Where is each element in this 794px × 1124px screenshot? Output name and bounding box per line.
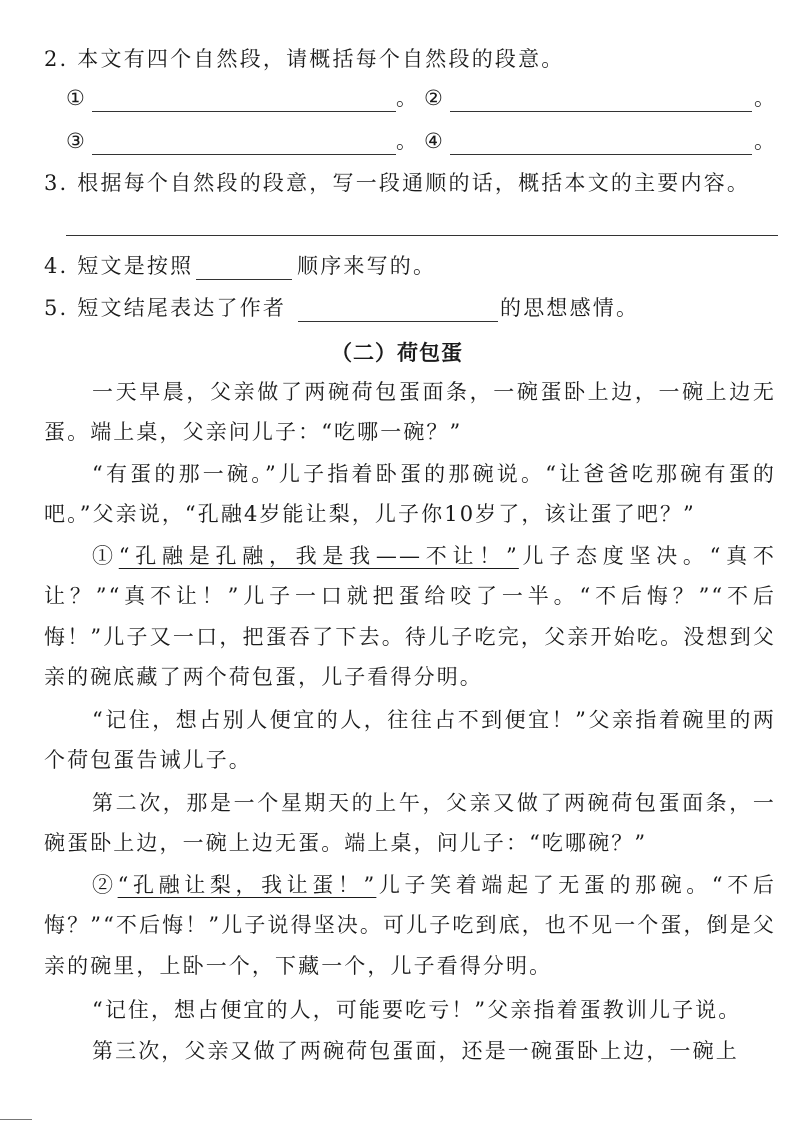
question-3: 3. 根据每个自然段的段意，写一段通顺的话，概括本文的主要内容。 [44, 171, 751, 195]
paragraph-3-rest: 儿子态度坚决。“真不让？”“真不让！”儿子一口就把蛋给咬了一半。“不后悔？”“不后悔！”儿子又一口，把蛋吞了下去。待儿子吃完，父亲开始吃。没想到父亲的碗底藏了两个荷包蛋，儿子看得分明。 [44, 544, 776, 689]
question-5-prefix: 5. 短文结尾表达了作者 [44, 296, 287, 320]
passage-paragraph-4: “记住，想占别人便宜的人，往往占不到便宜！”父亲指着碗里的两个荷包蛋告诫儿子。 [44, 708, 776, 773]
question-4-prefix: 4. 短文是按照 [44, 254, 194, 278]
answer-blank-q4[interactable] [196, 279, 292, 280]
answer-blank-3[interactable] [92, 154, 396, 155]
blank-mark-2: ② [424, 86, 443, 110]
passage-paragraph-3 [44, 536, 776, 697]
underlined-sentence-2: “孔融让梨，我让蛋！” [117, 873, 377, 897]
answer-blank-2[interactable] [450, 111, 752, 112]
passage-paragraph-1: 一天早晨，父亲做了两碗荷包蛋面条，一碗蛋卧上边，一碗上边无蛋。端上桌，父亲问儿子：“吃哪一碗？” [44, 380, 776, 445]
page-corner-rule [0, 1119, 32, 1120]
question-4-suffix: 顺序来写的。 [297, 254, 437, 278]
underlined-sentence-1: “孔融是孔融，我是我——不让！” [118, 544, 519, 568]
underline-marker-1: ① [92, 544, 119, 568]
blank-mark-3: ③ [66, 129, 85, 153]
blank-mark-4: ④ [424, 129, 443, 153]
answer-line-3[interactable] [66, 235, 778, 236]
passage-title: （二）荷包蛋 [331, 341, 463, 365]
question-5-suffix: 的思想感情。 [500, 296, 640, 320]
passage-paragraph-5: 第二次，那是一个星期天的上午，父亲又做了两碗荷包蛋面条，一碗蛋卧上边，一碗上边无蛋。端上桌，问儿子：“吃哪碗？” [44, 791, 776, 856]
blank-mark-1: ① [66, 86, 85, 110]
passage-paragraph-2: “有蛋的那一碗。”儿子指着卧蛋的那碗说。“让爸爸吃那碗有蛋的吧。”父亲说，“孔融4岁能让梨，儿子你10岁了，该让蛋了吧？” [44, 462, 776, 527]
blank-period-1: 。 [396, 86, 417, 110]
paragraph-6-rest: 儿子笑着端起了无蛋的那碗。“不后悔？”“不后悔！”儿子说得坚决。可儿子吃到底，也不见一个蛋，倒是父亲的碗里，上卧一个，下藏一个，儿子看得分明。 [44, 873, 776, 978]
blank-period-2: 。 [754, 86, 775, 110]
underline-marker-2: ② [92, 873, 118, 897]
answer-blank-1[interactable] [92, 111, 396, 112]
blank-period-4: 。 [754, 129, 775, 153]
passage-paragraph-6 [44, 865, 776, 986]
blank-period-3: 。 [396, 129, 417, 153]
answer-blank-4[interactable] [450, 154, 752, 155]
passage-paragraph-7: “记住，想占便宜的人，可能要吃亏！”父亲指着蛋教训儿子说。 [92, 998, 742, 1022]
passage-paragraph-8: 第三次，父亲又做了两碗荷包蛋面，还是一碗蛋卧上边，一碗上 [92, 1039, 739, 1063]
question-2: 2. 本文有四个自然段，请概括每个自然段的段意。 [44, 47, 565, 71]
answer-blank-q5[interactable] [298, 321, 498, 322]
